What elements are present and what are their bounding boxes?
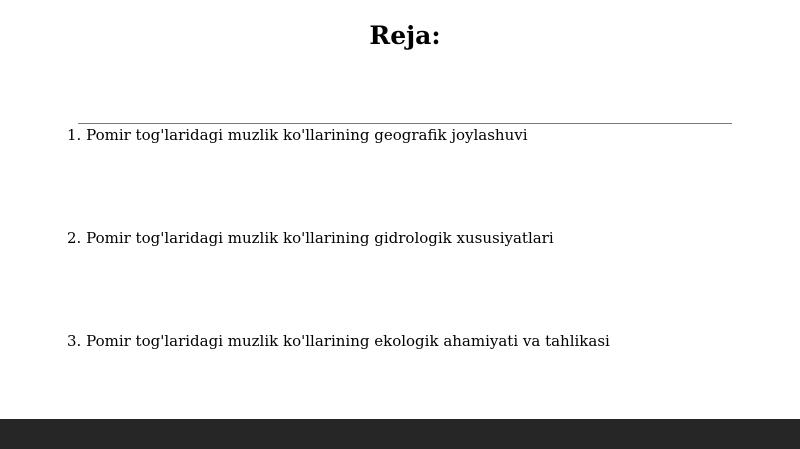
presentation-footer-bar: [0, 419, 800, 449]
title-divider: [78, 123, 732, 124]
plan-item-3: 3. Pomir tog'laridagi muzlik ko'llarining ekologik ahamiyati va tahlikasi: [67, 332, 610, 350]
slide-title: Reja:: [369, 21, 441, 50]
plan-item-2: 2. Pomir tog'laridagi muzlik ko'llarining gidrologik xususiyatlari: [67, 229, 554, 247]
plan-item-1: 1. Pomir tog'laridagi muzlik ko'llarining geografik joylashuvi: [67, 126, 528, 144]
